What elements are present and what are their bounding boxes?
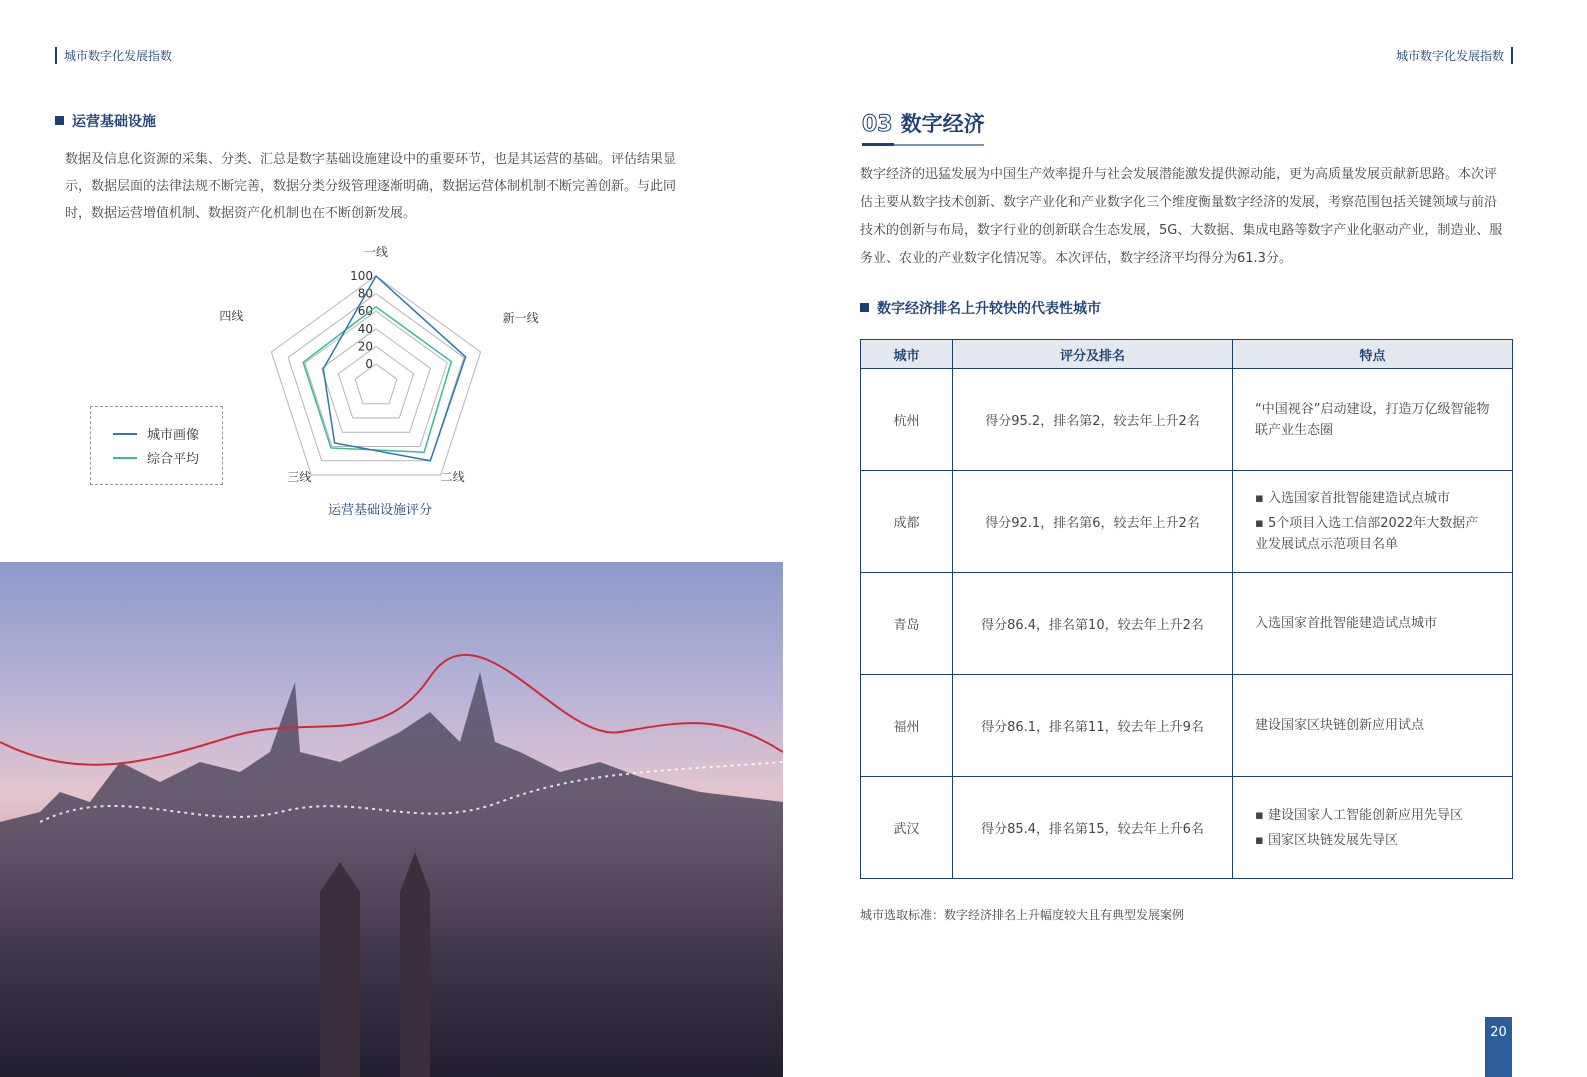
tick-label: 40: [357, 321, 373, 336]
section-heading: [862, 108, 985, 138]
grid-ring: [338, 346, 413, 418]
score-cell: 得分85.4，排名第15，较去年上升6名: [953, 777, 1233, 879]
feature-item: “中国视谷”启动建设，打造万亿级智能物联产业生态圈: [1255, 401, 1490, 438]
axis-label: 四线: [219, 309, 244, 324]
axis-label: 二线: [440, 469, 465, 484]
tick-label: 0: [365, 357, 373, 371]
feature-item: 入选国家首批智能建造试点城市: [1255, 616, 1438, 631]
tick-label: 60: [357, 304, 373, 319]
legend-label: 城市画像: [147, 428, 200, 443]
tick-label: 80: [357, 286, 373, 301]
axis-label: 新一线: [502, 311, 539, 326]
cities-table: [860, 339, 1513, 879]
features-cell: [1233, 573, 1513, 675]
col-header-features: 特点: [1233, 340, 1513, 369]
grid-ring: [271, 276, 480, 475]
legend-item: [113, 448, 222, 472]
feature-item: ▪ 5个项目入选工信部2022年大数据产业发展试点示范项目名单: [1255, 516, 1479, 552]
series-city-profile-line: [323, 276, 465, 461]
feature-item: ▪ 建设国家人工智能创新应用先导区: [1255, 807, 1463, 823]
running-header-right: 城市数字化发展指数: [1396, 47, 1513, 64]
para-line: 示，数据层面的法律法规不断完善，数据分类分级管理逐渐明确，数据运营体制机制不断完善创新。与此同: [65, 179, 677, 194]
city-cell: 青岛: [861, 573, 953, 675]
score-cell: 得分86.4，排名第10，较去年上升2名: [953, 573, 1233, 675]
col-header-score: 评分及排名: [953, 340, 1233, 369]
section-title: 数字经济: [900, 112, 985, 136]
grid-ring: [305, 311, 447, 446]
axis-label: 一线: [363, 245, 389, 259]
feature-item: ▪ 入选国家首批智能建造试点城市: [1255, 491, 1450, 506]
para-line: 时，数据运营增值机制、数据资产化机制也在不断创新发展。: [65, 206, 417, 221]
section-underline: [862, 144, 984, 146]
table-row: [861, 777, 1513, 879]
features-cell: [1233, 471, 1513, 573]
grid-ring: [355, 364, 397, 404]
legend-label: 综合平均: [147, 452, 200, 467]
axis-label: 三线: [287, 469, 312, 484]
score-cell: 得分86.1，排名第11，较去年上升9名: [953, 675, 1233, 777]
col-header-city: 城市: [861, 340, 953, 369]
para-line: 技术的创新与布局，数字行业的创新联合生态发展，5G、大数据、集成电路等数字产业化驱动产业，制造业、服: [860, 223, 1503, 238]
score-cell: 得分95.2，排名第2，较去年上升2名: [953, 369, 1233, 471]
radar-legend: [90, 406, 223, 485]
feature-item: 建设国家区块链创新应用试点: [1255, 718, 1425, 733]
table-row: [861, 675, 1513, 777]
table-row: [861, 573, 1513, 675]
page-number: 20: [1485, 1017, 1512, 1077]
city-skyline-photo: [0, 562, 783, 1077]
score-cell: 得分92.1，排名第6，较去年上升2名: [953, 471, 1233, 573]
features-cell: [1233, 777, 1513, 879]
features-cell: [1233, 675, 1513, 777]
tick-label: 100: [350, 269, 373, 283]
para-line: 务业、农业的产业数字化情况等。本次评估，数字经济平均得分为61.3分。: [860, 251, 1292, 266]
city-cell: 成都: [861, 471, 953, 573]
features-cell: [1233, 369, 1513, 471]
para-line: 数字经济的迅猛发展为中国生产效率提升与社会发展潜能激发提供源动能，更为高质量发展贡献新思路。本次评: [860, 167, 1498, 182]
feature-item: ▪ 国家区块链发展先导区: [1255, 832, 1398, 848]
city-cell: 武汉: [861, 777, 953, 879]
digital-economy-paragraph: [860, 161, 1520, 273]
legend-item: [113, 424, 222, 448]
subtitle-infrastructure: 运营基础设施: [55, 111, 156, 131]
skyline-illustration: [0, 562, 783, 1077]
table-row: [861, 471, 1513, 573]
table-row: [861, 369, 1513, 471]
para-line: 估主要从数字技术创新、数字产业化和产业数字化三个维度衡量数字经济的发展，考察范围包括关键领域与前沿: [860, 195, 1498, 210]
city-cell: 杭州: [861, 369, 953, 471]
running-header-left: 城市数字化发展指数: [55, 47, 172, 64]
city-cell: 福州: [861, 675, 953, 777]
para-line: 数据及信息化资源的采集、分类、汇总是数字基础设施建设中的重要环节，也是其运营的基础。评估结果显: [65, 152, 677, 167]
table-note: 城市选取标准：数字经济排名上升幅度较大且有典型发展案例: [860, 908, 1185, 922]
grid-ring: [288, 294, 464, 461]
section-number: 03: [862, 112, 893, 137]
chart-title: 运营基础设施评分: [328, 503, 433, 518]
tick-label: 20: [357, 339, 373, 354]
subtitle-cities: 数字经济排名上升较快的代表性城市: [860, 298, 1101, 318]
